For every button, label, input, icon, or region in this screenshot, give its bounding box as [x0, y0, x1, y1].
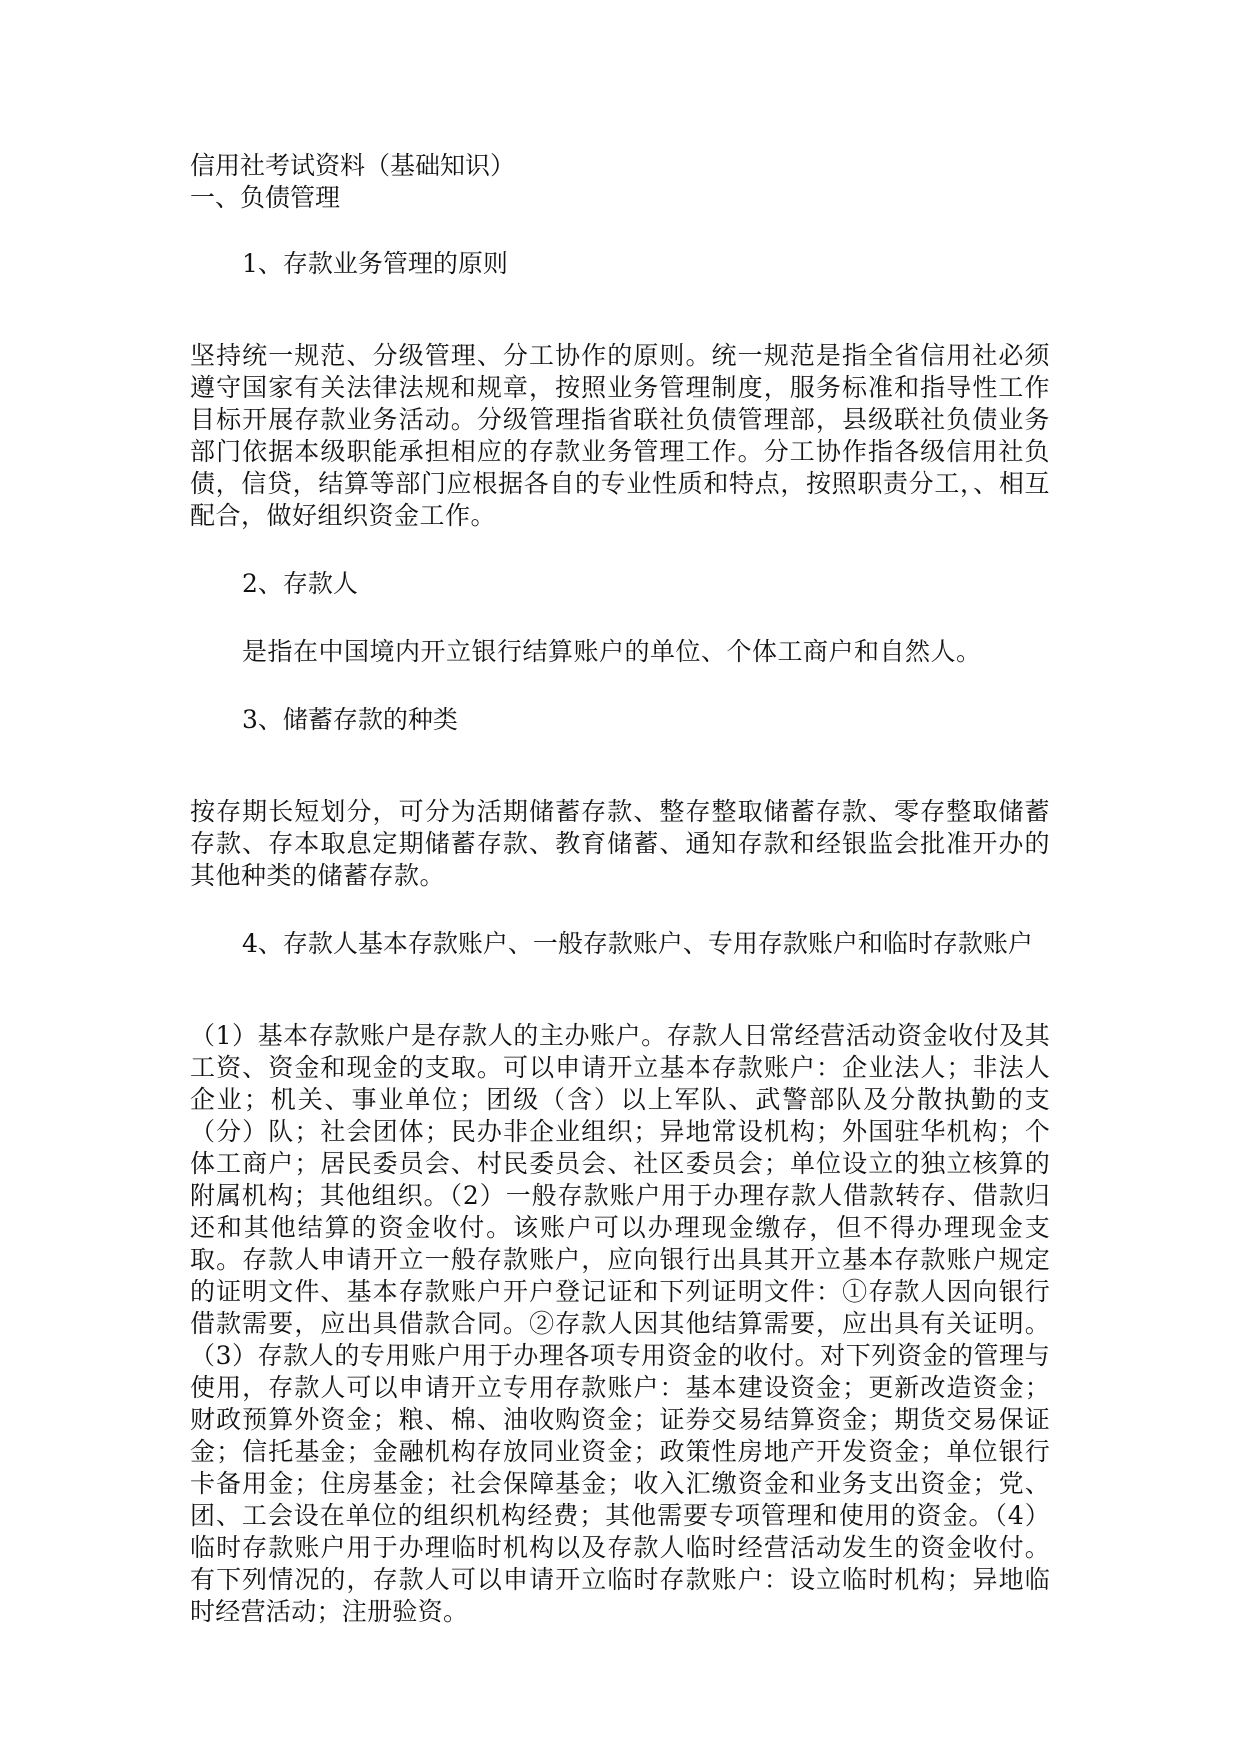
item-body-3: 按存期长短划分，可分为活期储蓄存款、整存整取储蓄存款、零存整取储蓄存款、存本取息定期储蓄存款、教育储蓄、通知存款和经银监会批准开办的其他种类的储蓄存款。 [190, 797, 1050, 890]
item-heading-4: 4、存款人基本存款账户、一般存款账户、专用存款账户和临时存款账户 [242, 929, 1033, 958]
item-body-2: 是指在中国境内开立银行结算账户的单位、个体工商户和自然人。 [242, 637, 982, 666]
item-body-1: 坚持统一规范、分级管理、分工协作的原则。统一规范是指全省信用社必须遵守国家有关法律法规和规章，按照业务管理制度，服务标准和指导性工作目标开展存款业务活动。分级管理指省联社负债管理部，县级联社负债业务部门依据本级职能承担相应的存款业务管理工作。分工协作指各级信用社负债，信贷，结算等部门应根据各自的专业性质和特点，按照职责分工，、相互配合，做好组织资金工作。 [190, 341, 1050, 530]
item-body-4: （1）基本存款账户是存款人的主办账户。存款人日常经营活动资金收付及其工资、资金和现金的支取。可以申请开立基本存款账户：企业法人；非法人企业；机关、事业单位；团级（含）以上军队、武警部队及分散执勤的支（分）队；社会团体；民办非企业组织；异地常设机构；外国驻华机构；个体工商户；居民委员会、村民委员会、社区委员会；单位设立的独立核算的附属机构；其他组织。（2）一般存款账户用于办理存款人借款转存、借款归还和其他结算的资金收付。该账户可以办理现金缴存，但不得办理现金支取。存款人申请开立一般存款账户，应向银行出具其开立基本存款账户规定的证明文件、基本存款账户开户登记证和下列证明文件：①存款人因向银行借款需要，应出具借款合同。②存款人因其他结算需要，应出具有关证明。（3）存款人的专用账户用于办理各项专用资金的收付。对下列资金的管理与使用，存款人可以申请开立专用存款账户：基本建设资金；更新改造资金；财政预算外资金；粮、棉、油收购资金；证券交易结算资金；期货交易保证金；信托基金；金融机构存放同业资金；政策性房地产开发资金；单位银行卡备用金；住房基金；社会保障基金；收入汇缴资金和业务支出资金；党、团、工会设在单位的组织机构经费；其他需要专项管理和使用的资金。（4）临时存款账户用于办理临时机构以及存款人临时经营活动发生的资金收付。有下列情况的，存款人可以申请开立临时存款账户：设立临时机构；异地临时经营活动；注册验资。 [190, 1021, 1050, 1626]
document-body [190, 150, 1050, 1628]
document-title: 信用社考试资料（基础知识） [190, 151, 516, 180]
item-heading-3: 3、储蓄存款的种类 [242, 705, 458, 734]
item-heading-1: 1、存款业务管理的原则 [242, 249, 508, 278]
item-heading-2: 2、存款人 [242, 569, 358, 598]
section-heading: 一、负债管理 [190, 183, 341, 212]
